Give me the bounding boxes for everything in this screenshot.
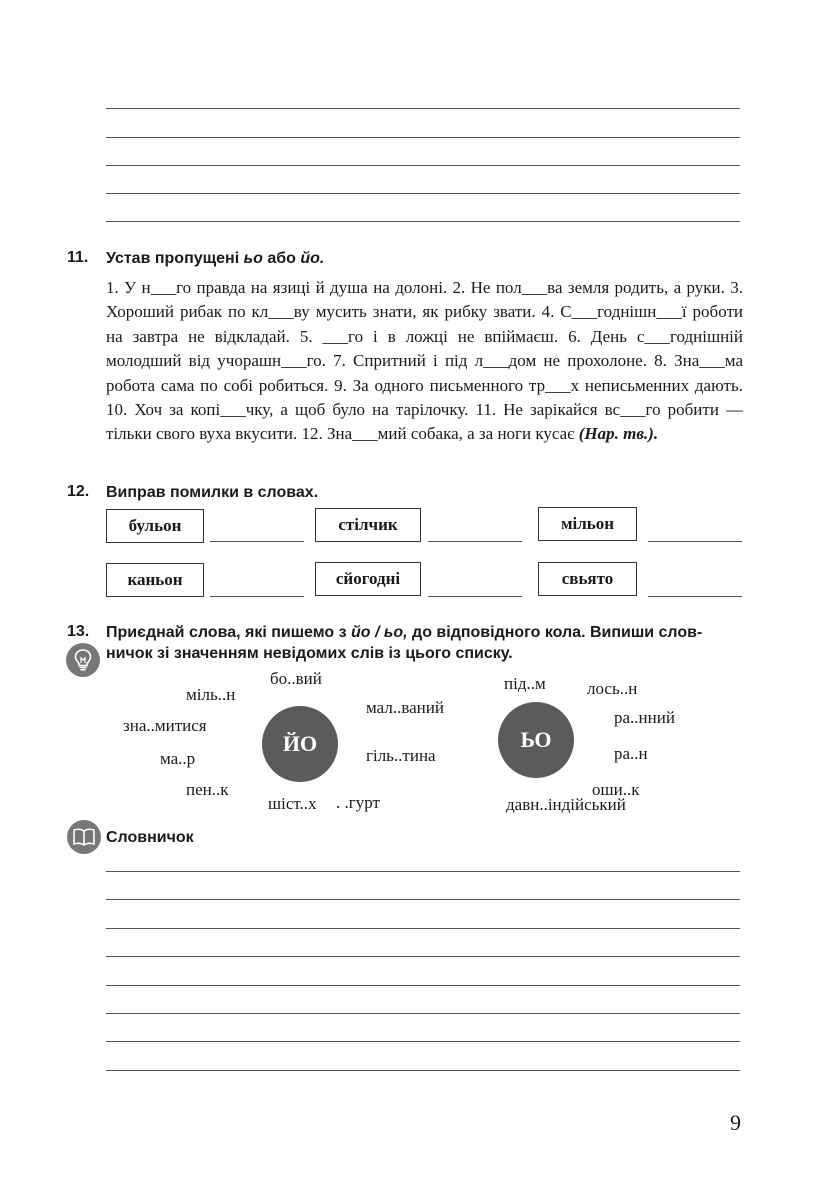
answer-line[interactable] xyxy=(210,541,304,542)
word-item[interactable]: оши..к xyxy=(592,780,640,799)
task-11-exercise xyxy=(106,276,743,447)
answer-line[interactable] xyxy=(210,596,304,597)
word-box: свьято xyxy=(538,562,637,596)
book-icon xyxy=(67,820,101,854)
task-12-title: Виправ помилки в словах. xyxy=(106,484,319,501)
word-item[interactable]: мал..ваний xyxy=(366,698,444,717)
circle-io[interactable]: ЬО xyxy=(498,702,574,778)
task-11-option-2: йо. xyxy=(300,250,325,267)
dictionary-title: Словничок xyxy=(106,829,194,846)
answer-line[interactable] xyxy=(648,541,742,542)
writing-line[interactable] xyxy=(106,956,740,957)
task-11-option-1: ьо xyxy=(243,250,263,267)
word-box: сйогодні xyxy=(315,562,421,596)
word-item[interactable]: ра..н xyxy=(614,744,648,763)
task-13-title-a: Приєднай слова, які пишемо з xyxy=(106,624,351,641)
word-box: мільон xyxy=(538,507,637,541)
word-item[interactable]: під..м xyxy=(504,674,546,693)
writing-line[interactable] xyxy=(106,221,740,222)
word-item[interactable]: . .гурт xyxy=(336,793,380,812)
task-11-title xyxy=(106,248,324,270)
writing-line[interactable] xyxy=(106,871,740,872)
word-item[interactable]: шіст..х xyxy=(268,794,317,813)
word-item[interactable]: ма..р xyxy=(160,749,196,768)
word-item[interactable]: ра..нний xyxy=(614,708,675,727)
writing-line[interactable] xyxy=(106,985,740,986)
lightbulb-icon xyxy=(66,643,100,677)
word-item[interactable]: зна..митися xyxy=(123,716,207,735)
circle-yo[interactable]: ЙО xyxy=(262,706,338,782)
writing-line[interactable] xyxy=(106,137,740,138)
word-item[interactable]: давн..індійський xyxy=(506,795,626,814)
task-13-title-b: до відповідного кола. Випиши слов- xyxy=(407,624,703,641)
task-11-title-text: Устав пропущені xyxy=(106,250,244,267)
word-box: бульон xyxy=(106,509,204,543)
task-13-option: йо / ьо, xyxy=(350,624,408,641)
writing-line[interactable] xyxy=(106,928,740,929)
writing-line[interactable] xyxy=(106,165,740,166)
writing-line[interactable] xyxy=(106,1070,740,1071)
answer-line[interactable] xyxy=(428,596,522,597)
word-item[interactable]: пен..к xyxy=(186,780,229,799)
word-box: стілчик xyxy=(315,508,421,542)
writing-line[interactable] xyxy=(106,193,740,194)
writing-line[interactable] xyxy=(106,1013,740,1014)
task-11-source: (Нар. тв.). xyxy=(578,424,659,444)
task-12-number: 12. xyxy=(67,483,90,500)
answer-line[interactable] xyxy=(428,541,522,542)
task-13-number: 13. xyxy=(67,623,90,640)
writing-line[interactable] xyxy=(106,1041,740,1042)
task-13-title-line2: ничок зі значенням невідомих слів із цього списку. xyxy=(106,645,513,662)
answer-line[interactable] xyxy=(648,596,742,597)
word-item[interactable]: бо..вий xyxy=(270,669,322,688)
task-11-text: 1. У н___го правда на язиці й душа на долоні. 2. Не пол___ва земля родить, а руки. 3. Хороший рибак по кл___ву мусить знати, як рибку звати. 4. С___годнішн___ї роботи на завтра не відкладай. 5. ___го і в ложці не впіймаєш. 6. День с___годнішній молодший від учорашн___го. 7. Спритний і під л___дом не прохолоне. 8. Зна___ма робота сама по собі робиться. 9. За одного письменного тр___х неписьменних дають. 10. Хоч за копі___чку, а щоб було на тарілочку. 11. Не зарікайся вс___го робити — тільки свого вуха вкусити. 12. Зна___мий собака, а за ноги кусає xyxy=(106,278,743,444)
task-11-title-or: або xyxy=(262,250,301,267)
word-item[interactable]: міль..н xyxy=(186,685,236,704)
word-item[interactable]: гіль..тина xyxy=(366,746,436,765)
task-13-title xyxy=(106,622,746,644)
task-11-number: 11. xyxy=(67,249,89,266)
page-number: 9 xyxy=(730,1110,741,1135)
word-item[interactable]: лось..н xyxy=(587,679,638,698)
writing-line[interactable] xyxy=(106,108,740,109)
word-box: каньон xyxy=(106,563,204,597)
writing-line[interactable] xyxy=(106,899,740,900)
